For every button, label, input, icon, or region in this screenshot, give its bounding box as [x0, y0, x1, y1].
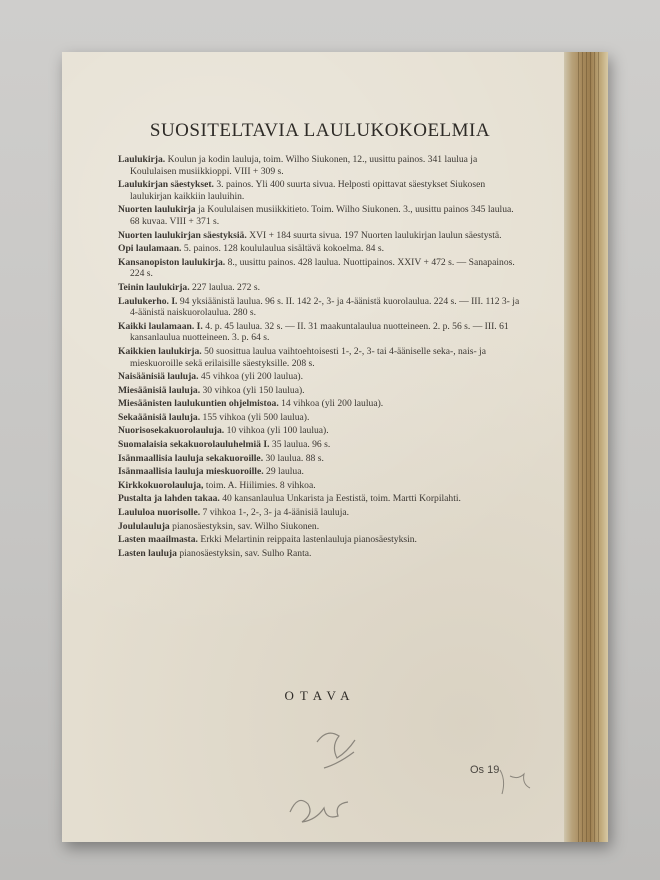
pencil-scribbles	[62, 52, 564, 842]
entry-name: Laululoa nuorisolle.	[118, 507, 201, 519]
entry-name: Naisäänisiä lauluja.	[118, 371, 199, 383]
entry-name: Joululauluja	[118, 520, 170, 532]
entry-name: Isänmaallisia lauluja mieskuoroille.	[118, 466, 264, 478]
entry-text: 30 laulua. 88 s.	[265, 452, 324, 464]
entry-text: 7 vihkoa 1-, 2-, 3- ja 4-äänisiä lauluja.	[202, 507, 350, 519]
entry-name: Miesäänisten laulukuntien ohjelmistoa.	[118, 398, 279, 410]
entry-name: Nuorten laulukirja	[118, 204, 196, 216]
entry-text: pianosäestyksin, sav. Wilho Siukonen.	[172, 520, 320, 532]
entry-name: Kaikkien laulukirja.	[118, 345, 202, 357]
entry-name: Nuorten laulukirjan säestyksiä.	[118, 229, 247, 241]
entry-text: XVI + 184 suurta sivua. 197 Nuorten laulukirjan laulun säestystä.	[249, 229, 502, 241]
entry-text: ja Koululaisen musiikkitieto. Toim. Wilho Siukonen. 3., uusittu painos 345 laulua. 68 kuvaa. VIII + 371 s.	[130, 204, 514, 227]
entry-name: Miesäänisiä lauluja.	[118, 384, 201, 396]
entry-name: Sekaäänisiä lauluja.	[118, 411, 201, 423]
entry-text: 8., uusittu painos. 428 laulua. Nuottipainos. XXIV + 472 s. — Sanapainos. 224 s.	[130, 256, 515, 280]
book	[62, 52, 608, 842]
cover-title: SUOSITELTAVIA LAULUKOKOELMIA	[149, 120, 491, 141]
book-spine	[564, 52, 608, 842]
entry-name: Laulukirja.	[118, 154, 166, 165]
entry-text: Erkki Melartinin reippaita lastenlauluja pianosäestyksin.	[200, 534, 417, 546]
entry-name: Opi laulamaan.	[118, 243, 182, 255]
entry-text: 45 vihkoa (yli 200 laulua).	[200, 371, 303, 383]
entry-text: 155 vihkoa (yli 500 laulua).	[202, 411, 310, 423]
entry-name: Laulukirjan säestykset.	[118, 179, 214, 191]
entry-name: Teinin laulukirja.	[118, 281, 190, 293]
entry-text: 35 laulua. 96 s.	[271, 439, 331, 451]
entry-text: 50 suosittua laulua vaihtoehtoisesti 1-, 2-, 3- tai 4-ääniselle seka-, nais- ja mieskuoroille sekä erilaisille säestyksille. 208 s.	[130, 345, 486, 369]
entry-text: 3. painos. Yli 400 suurta sivua. Helposti opittavat säestykset Siukosen laulukirjan kaikkiin lauluihin.	[130, 179, 486, 202]
publisher-name: OTAVA	[284, 688, 356, 703]
entry-text: Koulun ja kodin lauluja, toim. Wilho Siukonen, 12., uusittu painos. 341 laulua ja Koululaisen musiikkioppi. VIII + 309 s.	[130, 154, 478, 177]
entry-text: 5. painos. 128 koululaulua sisältävä kokoelma. 84 s.	[183, 243, 384, 255]
price-mark: Os 19	[470, 764, 500, 776]
entry-text: 94 yksiäänistä laulua. 96 s. II. 142 2-, 3- ja 4-äänistä kuorolaulua. 224 s. — III. 112 3- ja 4-äänistä naiskuorolaulua. 280 s.	[130, 295, 520, 319]
entry-name: Suomalaisia sekakuorolauluhelmiä I.	[118, 439, 270, 451]
entry-name: Kaikki laulamaan. I.	[118, 320, 203, 332]
entry-text: 10 vihkoa (yli 100 laulua).	[226, 425, 329, 437]
entry-name: Lasten maailmasta.	[118, 534, 198, 546]
entry-name: Isänmaallisia lauluja sekakuoroille.	[118, 452, 264, 464]
entry-name: Pustalta ja lahden takaa.	[118, 493, 220, 505]
entry-text: 14 vihkoa (yli 200 laulua).	[281, 398, 384, 410]
entry-name: Laulukerho. I.	[118, 295, 178, 307]
entry-text: 227 laulua. 272 s.	[192, 281, 260, 293]
entry-text: toim. A. Hiilimies. 8 vihkoa.	[205, 479, 316, 491]
entry-text: 4. p. 45 laulua. 32 s. — II. 31 maakuntalaulua nuotteineen. 2. p. 56 s. — III. 61 kansanlaulua nuotteineen. 3. p. 64 s.	[130, 320, 509, 344]
entry-name: Nuorisosekakuorolauluja.	[118, 425, 225, 437]
entry-name: Kansanopiston laulukirja.	[118, 256, 226, 268]
entry-name: Kirkkokuorolauluja,	[118, 479, 204, 491]
entry-name: Lasten lauluja	[118, 547, 177, 559]
entry-text: 30 vihkoa (yli 150 laulua).	[202, 384, 305, 396]
entry-text: 29 laulua.	[266, 466, 304, 478]
entry-text: pianosäestyksin, sav. Sulho Ranta.	[179, 547, 312, 559]
entry-text: 40 kansanlaulua Unkarista ja Eestistä, toim. Martti Korpilahti.	[222, 493, 461, 505]
back-cover	[62, 52, 564, 842]
